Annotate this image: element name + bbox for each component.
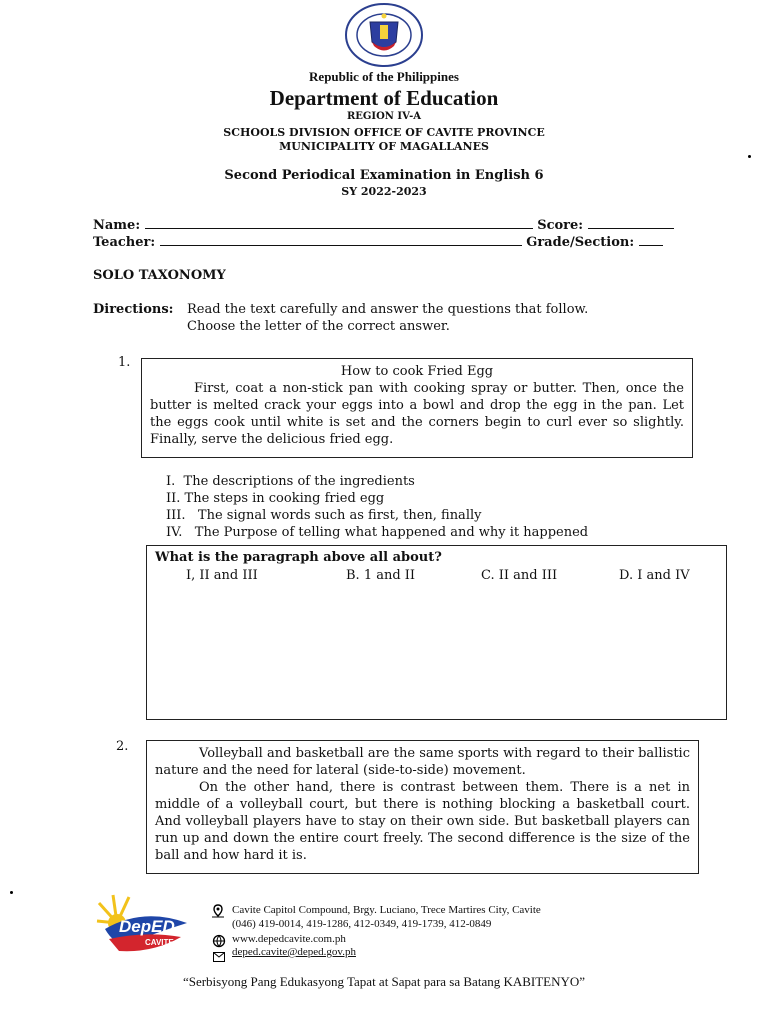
name-field[interactable] (145, 217, 533, 229)
logo-text: DepED (119, 917, 175, 936)
deped-seal (343, 2, 425, 68)
grade-field[interactable] (639, 234, 663, 246)
q2-passage-box (146, 740, 699, 874)
directions-line2: Choose the letter of the correct answer. (187, 319, 450, 334)
department-title: Department of Education (269, 86, 499, 110)
list-item: II. The steps in cooking fried egg (166, 491, 385, 506)
name-label: Name: (93, 218, 141, 233)
grade-label: Grade/Section: (526, 235, 635, 250)
footer-address: Cavite Capitol Compound, Brgy. Luciano, Trece Martires City, Cavite (232, 904, 541, 916)
name-row (93, 217, 674, 233)
republic-line: Republic of the Philippines (309, 69, 459, 84)
region-line: REGION IV-A (346, 111, 422, 122)
q1-passage-box (141, 358, 693, 458)
list-item: I. The descriptions of the ingredients (166, 474, 415, 489)
choice-c[interactable]: C. II and III (481, 568, 558, 583)
question-1-number: 1. (118, 355, 131, 370)
choice-a[interactable]: I, II and III (186, 568, 258, 583)
stray-dot (748, 155, 751, 158)
teacher-row (93, 234, 663, 250)
teacher-label: Teacher: (93, 235, 156, 250)
exam-title: Second Periodical Examination in English 6 (224, 168, 544, 183)
footer-motto: “Serbisyong Pang Edukasyong Tapat at Sapat para sa Batang KABITENYO” (182, 974, 586, 989)
score-label: Score: (537, 218, 584, 233)
section-title: SOLO TAXONOMY (93, 268, 226, 283)
municipality-line: MUNICIPALITY OF MAGALLANES (279, 140, 489, 153)
list-item: IV. The Purpose of telling what happened and why it happened (166, 525, 589, 540)
choice-d[interactable]: D. I and IV (619, 568, 690, 583)
q1-items (166, 473, 588, 541)
footer-website[interactable]: www.depedcavite.com.ph (232, 933, 346, 945)
q1-passage-title: How to cook Fried Egg (340, 364, 494, 379)
list-item: III. The signal words such as first, then, finally (166, 508, 482, 523)
deped-cavite-logo (95, 893, 191, 955)
phone-web-icon (212, 933, 226, 947)
teacher-field[interactable] (160, 234, 522, 246)
q1-question-box (146, 545, 727, 720)
footer-phones: (046) 419-0014, 419-1286, 412-0349, 419-1739, 412-0849 (232, 918, 492, 930)
school-year: SY 2022-2023 (341, 185, 427, 198)
score-field[interactable] (588, 217, 674, 229)
email-icon (213, 947, 225, 957)
q2-paragraph-1: Volleyball and basketball are the same sports with regard to their ballistic nature and the need for lateral (side-to-side) movement. (155, 746, 690, 778)
q1-question: What is the paragraph above all about? (155, 550, 442, 565)
directions-label: Directions: (93, 302, 174, 317)
stray-dot (10, 891, 13, 894)
footer-email[interactable]: deped.cavite@deped.gov.ph (232, 946, 356, 958)
choice-b[interactable]: B. 1 and II (346, 568, 416, 583)
location-icon (211, 903, 225, 917)
question-2-number: 2. (116, 739, 129, 754)
logo-sub: CAVITE (145, 938, 174, 947)
directions-line1: Read the text carefully and answer the questions that follow. (187, 302, 589, 317)
q1-passage-text: First, coat a non-stick pan with cooking spray or butter. Then, once the butter is melted crack your eggs into a bowl and drop the egg in the pan. Let the eggs cook until white is set and the corners begin to curl ever so slightly. Finally, serve the delicious fried egg. (150, 381, 684, 447)
division-line: SCHOOLS DIVISION OFFICE OF CAVITE PROVINCE (223, 126, 545, 139)
q2-paragraph-2: On the other hand, there is contrast between them. There is a net in middle of a volleyball court, but there is nothing blocking a basketball court. And volleyball players have to stay on their own side. But basketball players can run up and down the entire court freely. The second difference is the size of the ball and how hard it is. (155, 780, 690, 863)
